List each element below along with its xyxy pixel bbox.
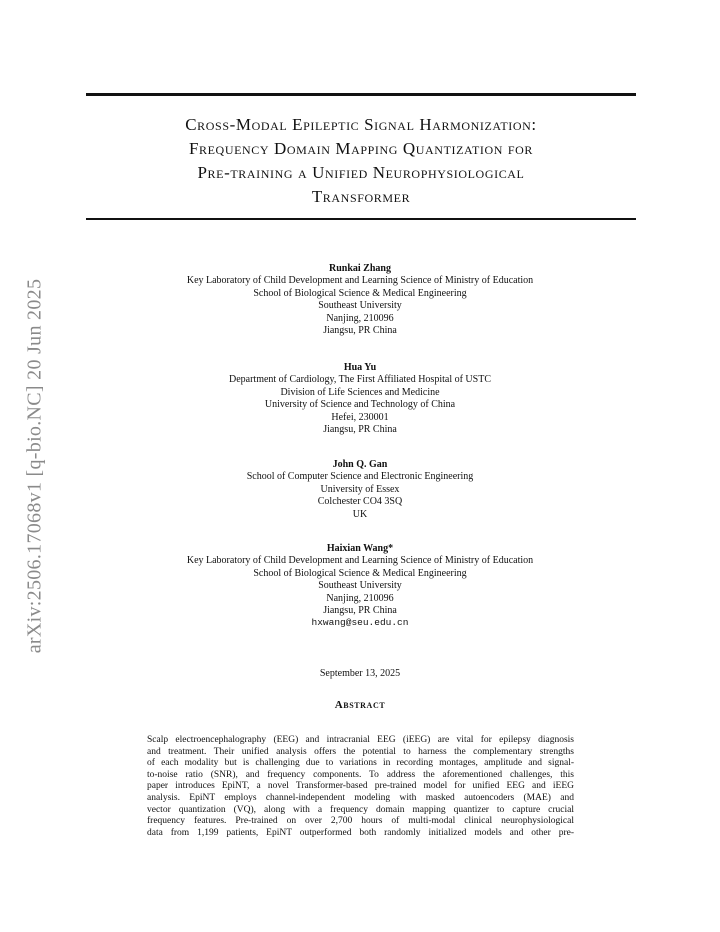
affiliation-line: UK	[352, 508, 368, 520]
title-line: Transformer	[311, 187, 411, 206]
publication-date: September 13, 2025	[319, 668, 401, 679]
affiliation-line: School of Biological Science & Medical Engineering	[253, 287, 467, 299]
abstract-line: analysis. EpiNT employs channel-independent modeling with masked autoencoders (MAE) and	[147, 792, 574, 803]
author-name: Haixian Wang*	[326, 543, 394, 554]
author-block	[120, 362, 600, 436]
author-block	[120, 263, 600, 337]
affiliation-line: Key Laboratory of Child Development and Learning Science of Ministry of Education	[186, 555, 534, 567]
affiliation-line: University of Science and Technology of China	[264, 399, 456, 411]
arxiv-identifier: arXiv:2506.17068v1 [q-bio.NC] 20 Jun 2025	[23, 278, 46, 654]
title-line: Pre-training a Unified Neurophysiological	[197, 163, 525, 182]
abstract-line: paper introduces EpiNT, a novel Transformer-based pre-trained model for unified EEG and iEEG	[147, 781, 574, 792]
abstract-text	[147, 735, 574, 839]
affiliation-line: School of Biological Science & Medical Engineering	[253, 567, 467, 579]
paper-title	[86, 113, 636, 209]
author-email[interactable]: hxwang@seu.edu.cn	[311, 617, 409, 629]
affiliation-line: Division of Life Sciences and Medicine	[280, 386, 440, 398]
abstract-line: of each modality but is challenging due to variations in recording montages, amplitude and signal-	[147, 758, 574, 769]
affiliation-line: Hefei, 230001	[331, 411, 389, 423]
author-name: Hua Yu	[343, 362, 377, 373]
affiliation-line: University of Essex	[320, 483, 400, 495]
abstract-line: Scalp electroencephalography (EEG) and intracranial EEG (iEEG) are vital for epilepsy diagnosis	[147, 735, 574, 745]
author-block	[120, 543, 600, 630]
abstract-line: frequency features. Pre-trained on over 2,700 hours of multi-modal clinical neurophysiological	[147, 816, 574, 827]
affiliation-line: Nanjing, 210096	[326, 592, 394, 604]
affiliation-line: Nanjing, 210096	[326, 312, 394, 324]
author-name: John Q. Gan	[332, 459, 388, 470]
abstract-line: to-noise ratio (SNR), and frequency components. To address the aforementioned challenges, this	[147, 769, 574, 780]
title-top-rule	[86, 93, 636, 96]
affiliation-line: Southeast University	[318, 300, 402, 312]
title-bottom-rule	[86, 218, 636, 220]
affiliation-line: School of Computer Science and Electronic Engineering	[246, 471, 474, 483]
abstract-line: vector quantization (VQ), along with a frequency domain mapping quantizer to capture crucial	[147, 804, 574, 815]
abstract-line: and treatment. Their unified analysis offers the potential to harness the complementary strengths	[147, 746, 574, 757]
affiliation-line: Southeast University	[318, 580, 402, 592]
affiliation-line: Jiangsu, PR China	[323, 605, 397, 617]
title-line: Frequency Domain Mapping Quantization for	[188, 139, 534, 158]
abstract-heading: Abstract	[334, 699, 386, 711]
author-block	[120, 459, 600, 521]
affiliation-line: Department of Cardiology, The First Affiliated Hospital of USTC	[228, 374, 491, 386]
author-name: Runkai Zhang	[329, 263, 391, 274]
affiliation-line: Jiangsu, PR China	[323, 325, 397, 337]
affiliation-line: Jiangsu, PR China	[323, 424, 397, 436]
abstract-line: data from 1,199 patients, EpiNT outperformed both randomly initialized models and other pre-	[147, 827, 574, 838]
title-line: Cross-Modal Epileptic Signal Harmonization:	[185, 115, 537, 134]
affiliation-line: Key Laboratory of Child Development and Learning Science of Ministry of Education	[186, 275, 534, 287]
affiliation-line: Colchester CO4 3SQ	[317, 496, 403, 508]
